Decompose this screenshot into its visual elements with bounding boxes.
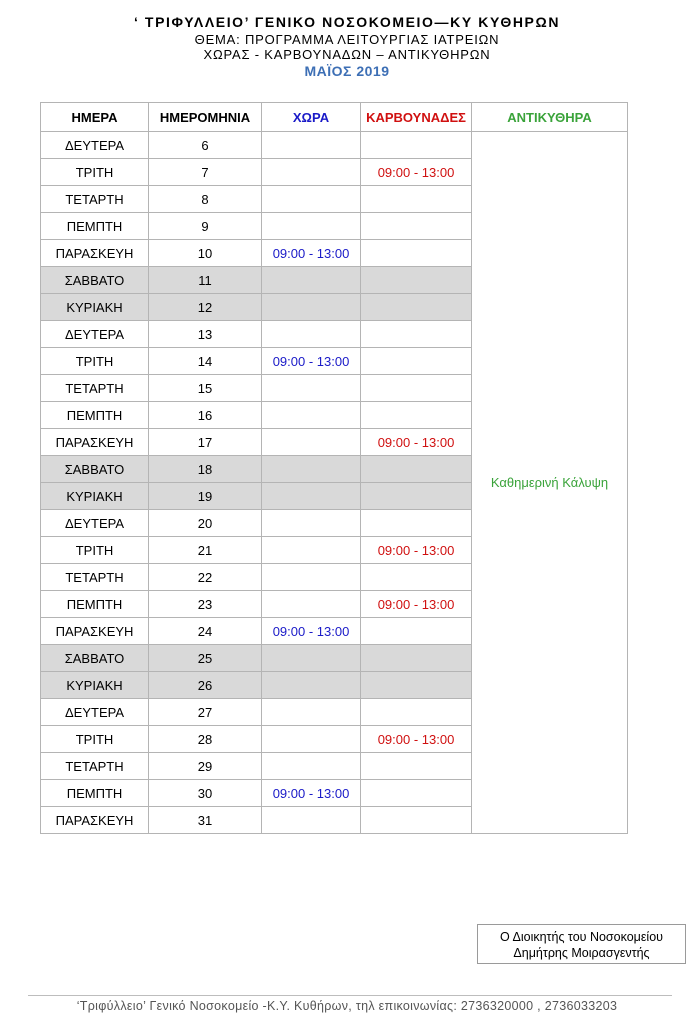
date-cell: 18	[149, 456, 262, 483]
day-cell: ΣΑΒΒΑΤΟ	[41, 456, 149, 483]
day-cell: ΚΥΡΙΑΚΗ	[41, 672, 149, 699]
day-cell: ΔΕΥΤΕΡΑ	[41, 510, 149, 537]
karvounades-cell	[361, 456, 472, 483]
karvounades-cell	[361, 618, 472, 645]
day-cell: ΣΑΒΒΑΤΟ	[41, 267, 149, 294]
day-cell: ΤΡΙΤΗ	[41, 537, 149, 564]
chora-cell	[262, 699, 361, 726]
chora-cell	[262, 402, 361, 429]
date-cell: 27	[149, 699, 262, 726]
chora-cell	[262, 483, 361, 510]
date-cell: 22	[149, 564, 262, 591]
karvounades-cell	[361, 645, 472, 672]
day-cell: ΠΕΜΠΤΗ	[41, 591, 149, 618]
day-cell: ΠΑΡΑΣΚΕΥΗ	[41, 240, 149, 267]
date-cell: 9	[149, 213, 262, 240]
chora-cell	[262, 321, 361, 348]
date-cell: 23	[149, 591, 262, 618]
day-cell: ΚΥΡΙΑΚΗ	[41, 294, 149, 321]
chora-cell	[262, 753, 361, 780]
karvounades-cell: 09:00 - 13:00	[361, 726, 472, 753]
date-cell: 19	[149, 483, 262, 510]
karvounades-cell	[361, 699, 472, 726]
karvounades-cell	[361, 132, 472, 159]
date-cell: 7	[149, 159, 262, 186]
date-cell: 17	[149, 429, 262, 456]
day-cell: ΤΡΙΤΗ	[41, 726, 149, 753]
table-header-row	[41, 103, 628, 132]
date-cell: 30	[149, 780, 262, 807]
table-row	[41, 132, 628, 159]
date-cell: 31	[149, 807, 262, 834]
date-cell: 26	[149, 672, 262, 699]
document-month: ΜΑΪΟΣ 2019	[304, 63, 390, 79]
schedule-body	[41, 132, 628, 834]
chora-cell	[262, 456, 361, 483]
karvounades-cell: 09:00 - 13:00	[361, 591, 472, 618]
column-header-chora: ΧΩΡΑ	[262, 103, 361, 132]
date-cell: 20	[149, 510, 262, 537]
day-cell: ΠΕΜΠΤΗ	[41, 780, 149, 807]
chora-cell	[262, 294, 361, 321]
chora-cell: 09:00 - 13:00	[262, 780, 361, 807]
date-cell: 24	[149, 618, 262, 645]
karvounades-cell	[361, 753, 472, 780]
karvounades-cell	[361, 807, 472, 834]
column-header-antikythira: ΑΝΤΙΚΥΘΗΡΑ	[472, 103, 628, 132]
chora-cell	[262, 591, 361, 618]
day-cell: ΣΑΒΒΑΤΟ	[41, 645, 149, 672]
chora-cell	[262, 375, 361, 402]
chora-cell	[262, 132, 361, 159]
karvounades-cell	[361, 672, 472, 699]
karvounades-cell	[361, 402, 472, 429]
chora-cell	[262, 564, 361, 591]
date-cell: 6	[149, 132, 262, 159]
document-locations: ΧΩΡΑΣ - ΚΑΡΒΟΥΝΑΔΩΝ – ΑΝΤΙΚΥΘΗΡΩΝ	[203, 47, 491, 62]
date-cell: 10	[149, 240, 262, 267]
date-cell: 21	[149, 537, 262, 564]
day-cell: ΠΑΡΑΣΚΕΥΗ	[41, 807, 149, 834]
day-cell: ΤΕΤΑΡΤΗ	[41, 564, 149, 591]
signature-box	[477, 924, 686, 964]
chora-cell	[262, 213, 361, 240]
chora-cell	[262, 186, 361, 213]
chora-cell	[262, 429, 361, 456]
chora-cell	[262, 645, 361, 672]
day-cell: ΚΥΡΙΑΚΗ	[41, 483, 149, 510]
date-cell: 11	[149, 267, 262, 294]
day-cell: ΤΡΙΤΗ	[41, 348, 149, 375]
column-header-day: ΗΜΕΡΑ	[41, 103, 149, 132]
schedule-table	[40, 102, 628, 834]
day-cell: ΠΑΡΑΣΚΕΥΗ	[41, 429, 149, 456]
karvounades-cell	[361, 321, 472, 348]
chora-cell	[262, 159, 361, 186]
date-cell: 14	[149, 348, 262, 375]
chora-cell	[262, 807, 361, 834]
karvounades-cell	[361, 240, 472, 267]
chora-cell	[262, 672, 361, 699]
chora-cell	[262, 510, 361, 537]
footer-divider	[28, 995, 672, 996]
chora-cell: 09:00 - 13:00	[262, 240, 361, 267]
day-cell: ΤΕΤΑΡΤΗ	[41, 753, 149, 780]
karvounades-cell: 09:00 - 13:00	[361, 429, 472, 456]
karvounades-cell	[361, 780, 472, 807]
karvounades-cell	[361, 375, 472, 402]
signature-role: Ο Διοικητής του Νοσοκομείου	[499, 930, 663, 944]
chora-cell: 09:00 - 13:00	[262, 618, 361, 645]
chora-cell: 09:00 - 13:00	[262, 348, 361, 375]
date-cell: 16	[149, 402, 262, 429]
column-header-date: ΗΜΕΡΟΜΗΝΙΑ	[149, 103, 262, 132]
karvounades-cell	[361, 267, 472, 294]
date-cell: 13	[149, 321, 262, 348]
date-cell: 29	[149, 753, 262, 780]
date-cell: 25	[149, 645, 262, 672]
day-cell: ΔΕΥΤΕΡΑ	[41, 321, 149, 348]
karvounades-cell: 09:00 - 13:00	[361, 537, 472, 564]
day-cell: ΠΕΜΠΤΗ	[41, 402, 149, 429]
day-cell: ΤΕΤΑΡΤΗ	[41, 375, 149, 402]
chora-cell	[262, 726, 361, 753]
chora-cell	[262, 537, 361, 564]
karvounades-cell: 09:00 - 13:00	[361, 159, 472, 186]
document-header	[0, 12, 694, 80]
antikythira-coverage-cell: Καθημερινή Κάλυψη	[472, 132, 628, 834]
karvounades-cell	[361, 348, 472, 375]
document-subject: ΘΕΜΑ: ΠΡΟΓΡΑΜΜΑ ΛΕΙΤΟΥΡΓΙΑΣ ΙΑΤΡΕΙΩΝ	[194, 32, 500, 47]
day-cell: ΠΑΡΑΣΚΕΥΗ	[41, 618, 149, 645]
karvounades-cell	[361, 294, 472, 321]
date-cell: 8	[149, 186, 262, 213]
footer-contact: ‘Τριφύλλειο’ Γενικό Νοσοκομείο -Κ.Υ. Κυθήρων, τηλ επικοινωνίας: 2736320000 , 2736033203	[76, 999, 618, 1013]
hospital-title: ‘ ΤΡΙΦΥΛΛΕΙΟ’ ΓΕΝΙΚΟ ΝΟΣΟΚΟΜΕΙΟ—ΚΥ ΚΥΘΗΡΩΝ	[133, 14, 561, 30]
date-cell: 15	[149, 375, 262, 402]
karvounades-cell	[361, 186, 472, 213]
column-header-karvounades: ΚΑΡΒΟΥΝΑΔΕΣ	[361, 103, 472, 132]
date-cell: 28	[149, 726, 262, 753]
karvounades-cell	[361, 564, 472, 591]
karvounades-cell	[361, 213, 472, 240]
day-cell: ΠΕΜΠΤΗ	[41, 213, 149, 240]
chora-cell	[262, 267, 361, 294]
day-cell: ΤΕΤΑΡΤΗ	[41, 186, 149, 213]
day-cell: ΤΡΙΤΗ	[41, 159, 149, 186]
day-cell: ΔΕΥΤΕΡΑ	[41, 699, 149, 726]
day-cell: ΔΕΥΤΕΡΑ	[41, 132, 149, 159]
karvounades-cell	[361, 483, 472, 510]
date-cell: 12	[149, 294, 262, 321]
signature-name: Δημήτρης Μοιρασγεντής	[513, 946, 650, 960]
karvounades-cell	[361, 510, 472, 537]
